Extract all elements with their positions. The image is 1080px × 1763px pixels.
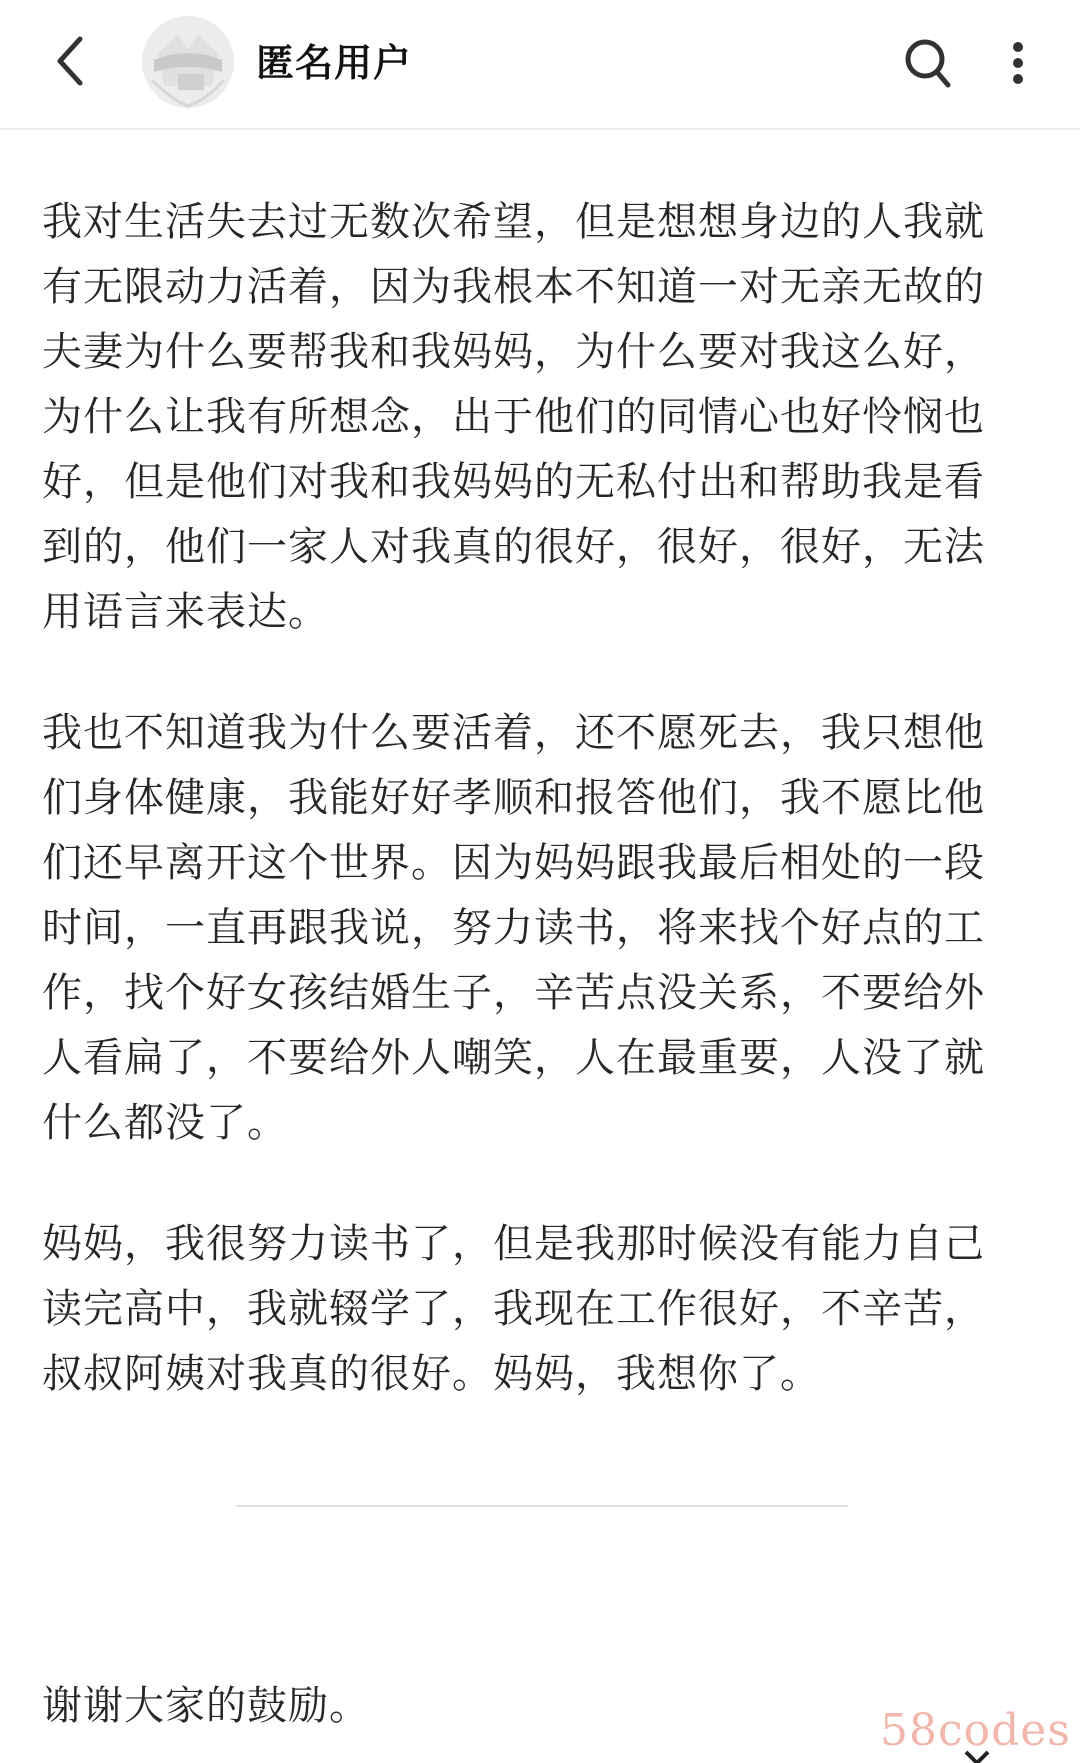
back-button[interactable] [40, 26, 100, 96]
more-options-button[interactable] [990, 28, 1046, 98]
search-button[interactable] [896, 28, 960, 98]
top-bar [0, 0, 1080, 130]
avatar[interactable] [142, 16, 234, 108]
chevron-left-icon [52, 33, 88, 89]
post-paragraph: 我对生活失去过无数次希望，但是想想身边的人我就有无限动力活着，因为我根本不知道一对无亲无故的夫妻为什么要帮我和我妈妈，为什么要对我这么好，为什么让我有所想念，出于他们的同情心也好怜悯也好，但是他们对我和我妈妈的无私付出和帮助我是看到的，他们一家人对我真的很好，很好，很好，无法用语言来表达。 [42, 199, 985, 635]
post-paragraph: 我也不知道我为什么要活着，还不愿死去，我只想他们身体健康，我能好好孝顺和报答他们，我不愿比他们还早离开这个世界。因为妈妈跟我最后相处的一段时间，一直再跟我说，努力读书，将来找个好点的工作，找个好女孩结婚生子，辛苦点没关系，不要给外人看扁了，不要给外人嘲笑，人在最重要，人没了就什么都没了。 [42, 710, 985, 1146]
close-icon[interactable] [962, 1748, 992, 1763]
post-footer-text: 谢谢大家的鼓励。 [42, 1683, 370, 1729]
post-paragraph: 妈妈，我很努力读书了，但是我那时候没有能力自己读完高中，我就辍学了，我现在工作很好，不辛苦，叔叔阿姨对我真的很好。妈妈，我想你了。 [42, 1221, 985, 1397]
anonymous-avatar-icon [142, 16, 234, 108]
divider [236, 1505, 848, 1507]
watermark: 58codes [880, 1705, 1071, 1756]
more-vertical-icon [1010, 39, 1026, 87]
post-body [42, 190, 1022, 1463]
search-icon [902, 35, 954, 91]
username[interactable]: 匿名用户 [256, 41, 413, 85]
